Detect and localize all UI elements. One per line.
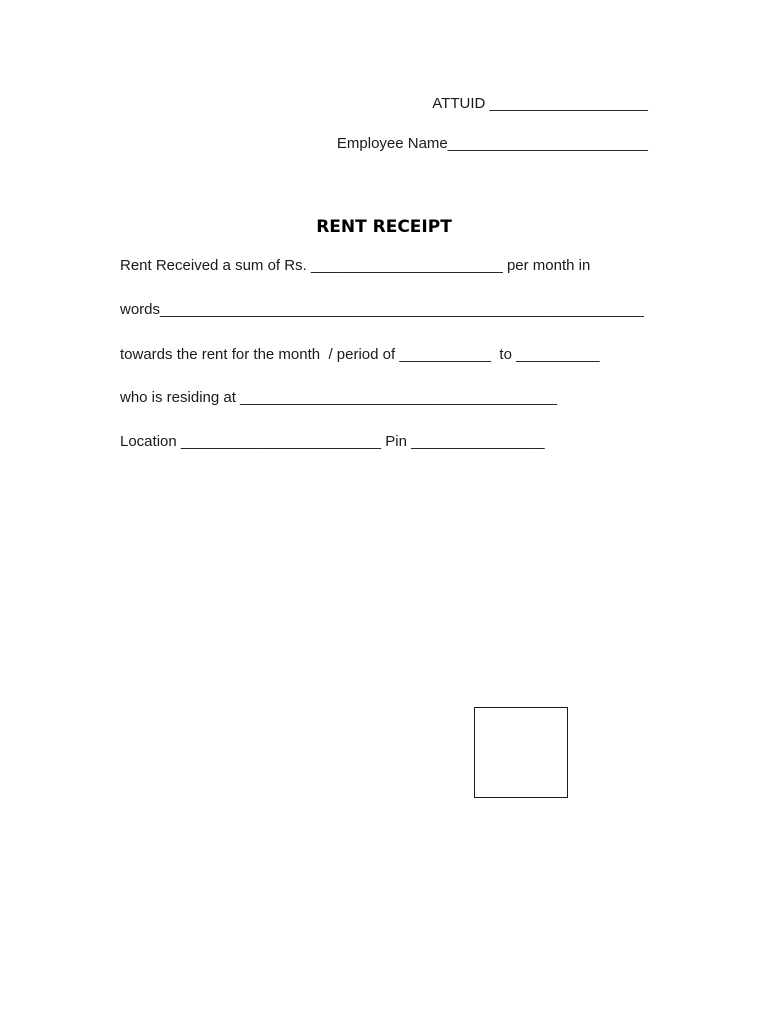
residence-line: who is residing at ______________________________________ <box>120 389 558 406</box>
attuid-field: ATTUID ___________________ <box>432 95 648 112</box>
employee-name-field: Employee Name________________________ <box>336 135 648 152</box>
rent-amount-line: Rent Received a sum of Rs. _______________________ per month in <box>120 257 591 274</box>
document-title: RENT RECEIPT <box>316 217 452 237</box>
rent-period-line: towards the rent for the month / period of ___________ to __________ <box>120 346 600 363</box>
location-pin-line: Location ________________________ Pin ________________ <box>120 433 545 450</box>
amount-in-words-line: words__________________________________________________________ <box>120 301 644 318</box>
revenue-stamp-box <box>474 707 568 798</box>
